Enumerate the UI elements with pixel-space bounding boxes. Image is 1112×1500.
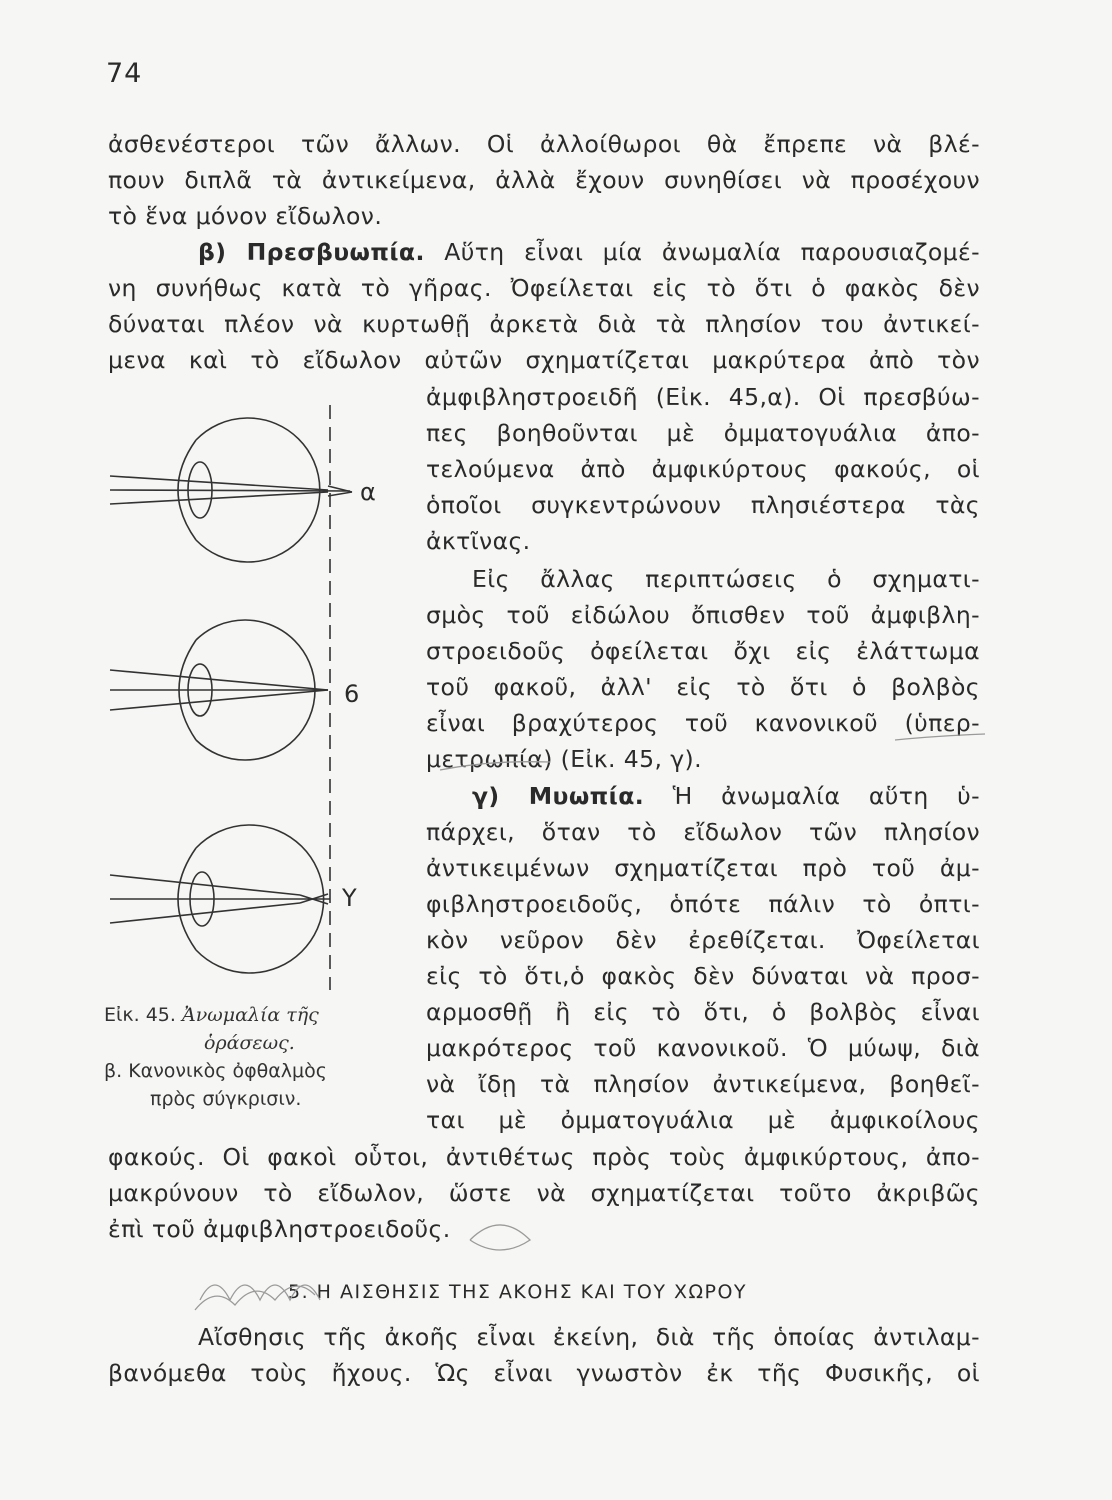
text-line: κὸν νεῦρον δὲν ἐρεθίζεται. Ὀφείλεται xyxy=(426,926,980,954)
figure-caption-line: πρὸς σύγκρισιν. xyxy=(150,1088,302,1110)
eye-beta xyxy=(110,620,328,760)
myopia-label: Μυωπία. xyxy=(528,782,645,810)
figure-caption-line xyxy=(204,1030,295,1056)
text-line: τελούμενα ἀπὸ ἀμφικύρτους φακούς, οἱ xyxy=(426,455,980,483)
figure-caption-line xyxy=(104,1002,319,1028)
text-line: πες βοηθοῦνται μὲ ὀμματογυάλια ἀπο- xyxy=(426,419,980,447)
text-line: μενα καὶ τὸ εἴδωλον αὐτῶν σχηματίζεται μακρύτερα ἀπὸ τὸν xyxy=(108,346,980,374)
text-fragment: Αὕτη εἶναι μία ἀνωμαλία παρουσιαζομέ- xyxy=(424,238,980,266)
text-line: μακρύνουν τὸ εἴδωλον, ὥστε νὰ σχηματίζεται τοῦτο ἀκριβῶς xyxy=(108,1179,980,1207)
text-line: μακρότερος τοῦ κανονικοῦ. Ὁ μύωψ, διὰ xyxy=(426,1034,980,1062)
text-line: αρμοσθῇ ἢ εἰς τὸ ὅτι, ὁ βολβὸς εἶναι xyxy=(426,998,980,1026)
text-line: ἀκτῖνας. xyxy=(426,527,531,555)
label-beta: 6 xyxy=(344,680,360,708)
text-line: ἀμφιβληστροειδῆ (Εἰκ. 45,α). Οἱ πρεσβύω- xyxy=(426,383,980,411)
text-line: Εἰς ἄλλας περιπτώσεις ὁ σχηματι- xyxy=(472,565,980,593)
eyeball-outline xyxy=(196,825,324,973)
text-line: εἶναι βραχύτερος τοῦ κανονικοῦ (ὑπερ- xyxy=(426,709,980,737)
text-line: βανόμεθα τοὺς ἤχους. Ὡς εἶναι γνωστὸν ἐκ τῆς Φυσικῆς, οἱ xyxy=(108,1359,980,1387)
text-line: ἀντικειμένων σχηματίζεται πρὸ τοῦ ἀμ- xyxy=(426,854,980,882)
lens-outline xyxy=(190,872,214,926)
presbyopia-heading-line xyxy=(198,234,980,270)
cornea-outline xyxy=(178,848,196,950)
text-line: μετρωπία) (Εἰκ. 45, γ). xyxy=(426,745,702,773)
text-line: νη συνήθως κατὰ τὸ γῆρας. Ὀφείλεται εἰς τὸ ὅτι ὁ φακὸς δὲν xyxy=(108,274,980,302)
text-line: στροειδοῦς ὀφείλεται ὄχι εἰς ἐλάττωμα xyxy=(426,637,980,665)
eyeball-outline xyxy=(196,418,320,562)
cornea-outline xyxy=(179,640,196,740)
text-line: σμὸς τοῦ εἰδώλου ὄπισθεν τοῦ ἀμφιβλη- xyxy=(426,601,980,629)
text-line: ἀσθενέστεροι τῶν ἄλλων. Οἱ ἀλλοίθωροι θὰ ἔπρεπε νὰ βλέ- xyxy=(108,130,980,158)
label-gamma: Υ xyxy=(342,884,357,912)
eye-gamma xyxy=(110,825,330,973)
text-line: φιβληστροειδοῦς, ὁπότε πάλιν τὸ ὀπτι- xyxy=(426,890,980,918)
text-line: φακούς. Οἱ φακοὶ οὗτοι, ἀντιθέτως πρὸς τοὺς ἀμφικύρτους, ἀπο- xyxy=(108,1143,980,1171)
text-line: νὰ ἴδῃ τὰ πλησίον ἀντικείμενα, βοηθεῖ- xyxy=(426,1070,980,1098)
text-line: ἐπὶ τοῦ ἀμφιβληστροειδοῦς. xyxy=(108,1215,451,1243)
text-line: ὁποῖοι συγκεντρώνουν πλησιέστερα τὰς xyxy=(426,491,980,519)
label-prefix: β) xyxy=(198,238,247,266)
figure-title: Ἀνωμαλία τῆς xyxy=(181,1004,319,1026)
section-heading: 5. Η ΑΙΣΘΗΣΙΣ ΤΗΣ ΑΚΟΗΣ ΚΑΙ ΤΟΥ ΧΩΡΟΥ xyxy=(288,1281,748,1303)
figure-number: Εἰκ. 45. xyxy=(104,1004,176,1026)
text-line: πουν διπλᾶ τὰ ἀντικείμενα, ἀλλὰ ἔχουν συνηθίσει νὰ προσέχουν xyxy=(108,166,980,194)
eye-alpha xyxy=(110,418,352,562)
text-line: Αἴσθησις τῆς ἀκοῆς εἶναι ἐκείνη, διὰ τῆς ὁποίας ἀντιλαμ- xyxy=(198,1323,980,1351)
page-number: 74 xyxy=(106,58,143,89)
text-fragment: Ἡ ἀνωμαλία αὕτη ὑ- xyxy=(644,782,980,810)
label-prefix: γ) xyxy=(472,782,529,810)
text-line: δύναται πλέον νὰ κυρτωθῇ ἀρκετὰ διὰ τὰ πλησίον του ἀντικεί- xyxy=(108,310,980,338)
figure-title-continued: ὁράσεως. xyxy=(204,1032,295,1054)
text-line: τοῦ φακοῦ, ἀλλ' εἰς τὸ ὅτι ὁ βολβὸς xyxy=(426,673,980,701)
myopia-heading-line xyxy=(472,778,980,814)
lens-outline xyxy=(188,664,212,716)
eyeball-outline xyxy=(196,620,315,760)
lens-outline xyxy=(188,462,212,518)
text-line: πάρχει, ὅταν τὸ εἴδωλον τῶν πλησίον xyxy=(426,818,980,846)
cornea-outline xyxy=(178,440,196,540)
figure-caption-line: β. Κανονικὸς ὀφθαλμὸς xyxy=(104,1060,327,1082)
label-alpha: α xyxy=(360,478,376,506)
text-line: εἰς τὸ ὅτι,ὁ φακὸς δὲν δύναται νὰ προσ- xyxy=(426,962,980,990)
text-line: ται μὲ ὀμματογυάλια μὲ ἀμφικοίλους xyxy=(426,1106,980,1134)
presbyopia-label: Πρεσβυωπία. xyxy=(246,238,425,266)
text-line: τὸ ἕνα μόνον εἴδωλον. xyxy=(108,202,383,230)
